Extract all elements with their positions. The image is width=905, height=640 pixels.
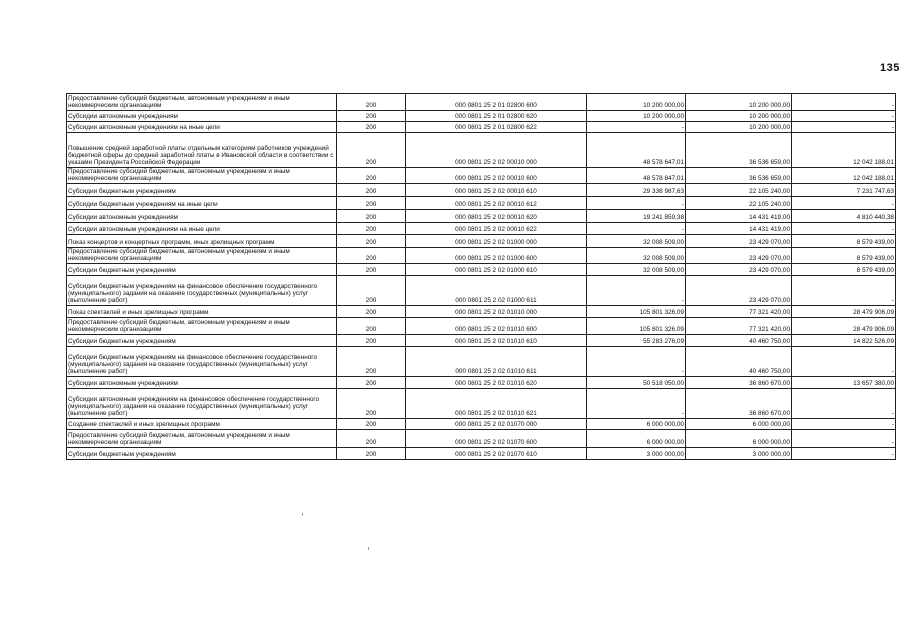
table-row <box>67 448 896 460</box>
table-row <box>67 133 896 168</box>
row-name-cell: Субсидии бюджетным учреждениям <box>67 335 337 347</box>
row-code-cell: 200 <box>337 430 406 448</box>
row-value-1-cell: 6 000 000,00 <box>587 430 686 448</box>
row-code-cell: 200 <box>337 389 406 419</box>
row-csr-cell: 000 0801 25 2 01 02800 622 <box>406 122 587 133</box>
row-name-cell: Показ концертов и концертных программ, иных зрелищных программ <box>67 235 337 248</box>
table-row <box>67 223 896 235</box>
row-value-3-cell: - <box>792 347 896 377</box>
row-value-3-cell: - <box>792 223 896 235</box>
row-value-2-cell: 23 429 070,00 <box>686 276 792 306</box>
table-row <box>67 276 896 306</box>
row-name-cell: Субсидии автономным учреждениям <box>67 210 337 223</box>
row-value-2-cell: 40 460 750,00 <box>686 347 792 377</box>
table-row <box>67 318 896 335</box>
row-code-cell: 200 <box>337 94 406 111</box>
row-value-2-cell: 22 105 240,00 <box>686 184 792 197</box>
page-number: 135 <box>880 62 900 74</box>
row-value-1-cell: 32 008 509,00 <box>587 235 686 248</box>
row-code-cell: 200 <box>337 235 406 248</box>
row-value-3-cell: 28 479 906,09 <box>792 306 896 318</box>
row-value-3-cell: 12 042 188,01 <box>792 168 896 184</box>
row-value-1-cell: 29 336 987,63 <box>587 184 686 197</box>
row-name-cell: Субсидии бюджетным учреждениям на финансовое обеспечение государственного (муниципального) задания на оказание государственных (муниципальных) услуг (выполнение работ) <box>67 276 337 306</box>
row-value-2-cell: 36 860 670,00 <box>686 377 792 389</box>
row-value-3-cell: - <box>792 122 896 133</box>
row-csr-cell: 000 0801 25 2 02 01010 610 <box>406 335 587 347</box>
row-value-2-cell: 36 536 659,00 <box>686 133 792 168</box>
row-value-2-cell: 14 431 419,00 <box>686 210 792 223</box>
row-csr-cell: 000 0801 25 2 02 00010 612 <box>406 197 587 210</box>
table-row <box>67 168 896 184</box>
row-name-cell: Субсидии автономным учреждениям <box>67 377 337 389</box>
row-name-cell: Предоставление субсидий бюджетным, автономным учреждениям и иным некоммерческим организациям <box>67 430 337 448</box>
row-value-1-cell: 50 518 050,00 <box>587 377 686 389</box>
row-value-2-cell: 77 321 420,00 <box>686 318 792 335</box>
row-csr-cell: 000 0801 25 2 02 01000 611 <box>406 276 587 306</box>
row-name-cell: Субсидии бюджетным учреждениям на иные цели <box>67 197 337 210</box>
row-csr-cell: 000 0801 25 2 02 01010 621 <box>406 389 587 419</box>
row-value-2-cell: 23 429 070,00 <box>686 248 792 264</box>
row-value-3-cell: 13 657 380,00 <box>792 377 896 389</box>
row-name-cell: Предоставление субсидий бюджетным, автономным учреждениям и иным некоммерческим организациям <box>67 94 337 111</box>
table-row <box>67 235 896 248</box>
row-csr-cell: 000 0801 25 2 02 00010 610 <box>406 184 587 197</box>
table-row <box>67 210 896 223</box>
row-csr-cell: 000 0801 25 2 02 01070 600 <box>406 430 587 448</box>
row-value-3-cell: - <box>792 197 896 210</box>
row-code-cell: 200 <box>337 377 406 389</box>
row-name-cell: Предоставление субсидий бюджетным, автономным учреждениям и иным некоммерческим организациям <box>67 248 337 264</box>
row-value-3-cell: - <box>792 94 896 111</box>
row-value-2-cell: 10 200 000,00 <box>686 111 792 122</box>
row-value-2-cell: 14 431 419,00 <box>686 223 792 235</box>
row-value-1-cell: 32 008 509,00 <box>587 264 686 276</box>
row-name-cell: Создание спектаклей и иных зрелищных программ <box>67 419 337 430</box>
row-csr-cell: 000 0801 25 2 02 01070 000 <box>406 419 587 430</box>
row-value-2-cell: 36 860 670,00 <box>686 389 792 419</box>
row-code-cell: 200 <box>337 318 406 335</box>
row-value-1-cell: - <box>587 197 686 210</box>
table-row <box>67 430 896 448</box>
table-row <box>67 377 896 389</box>
row-csr-cell: 000 0801 25 2 02 01010 611 <box>406 347 587 377</box>
row-code-cell: 200 <box>337 223 406 235</box>
row-csr-cell: 000 0801 25 2 02 00010 600 <box>406 168 587 184</box>
row-value-3-cell: 12 042 188,01 <box>792 133 896 168</box>
row-csr-cell: 000 0801 25 2 02 00010 000 <box>406 133 587 168</box>
row-value-3-cell: 8 579 439,00 <box>792 264 896 276</box>
row-name-cell: Предоставление субсидий бюджетным, автономным учреждениям и иным некоммерческим организациям <box>67 318 337 335</box>
row-name-cell: Субсидии бюджетным учреждениям <box>67 448 337 460</box>
table-row <box>67 306 896 318</box>
row-code-cell: 200 <box>337 306 406 318</box>
row-csr-cell: 000 0801 25 2 02 01070 610 <box>406 448 587 460</box>
row-value-3-cell: 28 479 906,09 <box>792 318 896 335</box>
row-csr-cell: 000 0801 25 2 02 01010 600 <box>406 318 587 335</box>
budget-table <box>66 93 896 460</box>
row-value-1-cell: - <box>587 347 686 377</box>
row-value-1-cell: 48 578 847,01 <box>587 168 686 184</box>
row-value-3-cell: 8 579 439,00 <box>792 235 896 248</box>
row-code-cell: 200 <box>337 168 406 184</box>
row-value-1-cell: 6 000 000,00 <box>587 419 686 430</box>
row-value-3-cell: - <box>792 430 896 448</box>
row-value-3-cell: - <box>792 448 896 460</box>
row-value-1-cell: - <box>587 122 686 133</box>
row-value-2-cell: 36 536 659,00 <box>686 168 792 184</box>
row-value-1-cell: 10 200 000,00 <box>587 94 686 111</box>
row-value-3-cell: 14 822 526,09 <box>792 335 896 347</box>
table-row <box>67 94 896 111</box>
row-csr-cell: 000 0801 25 2 02 01010 620 <box>406 377 587 389</box>
row-value-3-cell: 4 810 440,38 <box>792 210 896 223</box>
row-value-1-cell: 105 801 326,09 <box>587 306 686 318</box>
row-code-cell: 200 <box>337 184 406 197</box>
budget-table-body <box>67 94 896 460</box>
row-csr-cell: 000 0801 25 2 01 02800 620 <box>406 111 587 122</box>
scan-mark <box>368 547 369 550</box>
row-value-2-cell: 3 000 000,00 <box>686 448 792 460</box>
row-code-cell: 200 <box>337 419 406 430</box>
row-code-cell: 200 <box>337 133 406 168</box>
row-name-cell: Субсидии бюджетным учреждениям на финансовое обеспечение государственного (муниципального) задания на оказание государственных (муниципальных) услуг (выполнение работ) <box>67 347 337 377</box>
table-row <box>67 111 896 122</box>
row-csr-cell: 000 0801 25 2 02 00010 620 <box>406 210 587 223</box>
table-row <box>67 347 896 377</box>
row-code-cell: 200 <box>337 122 406 133</box>
table-row <box>67 264 896 276</box>
row-csr-cell: 000 0801 25 2 02 01000 600 <box>406 248 587 264</box>
table-row <box>67 122 896 133</box>
row-value-3-cell: - <box>792 419 896 430</box>
row-name-cell: Субсидии автономным учреждениям <box>67 111 337 122</box>
row-name-cell: Субсидии автономным учреждениям на иные цели <box>67 223 337 235</box>
row-code-cell: 200 <box>337 197 406 210</box>
row-value-2-cell: 10 200 000,00 <box>686 94 792 111</box>
row-value-2-cell: 22 105 240,00 <box>686 197 792 210</box>
scan-mark <box>302 513 303 516</box>
row-value-2-cell: 23 429 070,00 <box>686 264 792 276</box>
row-name-cell: Субсидии автономным учреждениям на иные цели <box>67 122 337 133</box>
row-csr-cell: 000 0801 25 2 01 02800 600 <box>406 94 587 111</box>
row-code-cell: 200 <box>337 448 406 460</box>
row-value-1-cell: 105 801 326,09 <box>587 318 686 335</box>
row-value-1-cell: 48 578 647,01 <box>587 133 686 168</box>
row-value-3-cell: - <box>792 276 896 306</box>
row-code-cell: 200 <box>337 111 406 122</box>
table-row <box>67 248 896 264</box>
row-value-2-cell: 77 321 420,00 <box>686 306 792 318</box>
row-name-cell: Субсидии бюджетным учреждениям <box>67 264 337 276</box>
row-name-cell: Субсидии бюджетным учреждениям <box>67 184 337 197</box>
table-row <box>67 419 896 430</box>
row-code-cell: 200 <box>337 248 406 264</box>
row-value-1-cell: 10 200 000,00 <box>587 111 686 122</box>
table-row <box>67 389 896 419</box>
row-value-2-cell: 40 460 750,00 <box>686 335 792 347</box>
row-name-cell: Повышение средней заработной платы отдельным категориям работников учреждений бюджетной сферы до средней заработной платы в Ивановской области в соответствии с указами Президента Российской Федерации <box>67 133 337 168</box>
row-value-1-cell: - <box>587 389 686 419</box>
row-value-3-cell: 7 231 747,63 <box>792 184 896 197</box>
table-row <box>67 335 896 347</box>
row-value-3-cell: - <box>792 389 896 419</box>
row-value-2-cell: 6 000 000,00 <box>686 419 792 430</box>
row-code-cell: 200 <box>337 347 406 377</box>
row-value-2-cell: 6 000 000,00 <box>686 430 792 448</box>
row-value-1-cell: 3 000 000,00 <box>587 448 686 460</box>
row-value-3-cell: - <box>792 111 896 122</box>
row-code-cell: 200 <box>337 276 406 306</box>
row-value-1-cell: 55 283 276,09 <box>587 335 686 347</box>
row-name-cell: Показ спектаклей и иных зрелищных программ <box>67 306 337 318</box>
row-code-cell: 200 <box>337 335 406 347</box>
row-name-cell: Предоставление субсидий бюджетным, автономным учреждениям и иным некоммерческим организациям <box>67 168 337 184</box>
row-code-cell: 200 <box>337 264 406 276</box>
row-value-1-cell: 32 008 509,00 <box>587 248 686 264</box>
row-name-cell: Субсидии автономным учреждениям на финансовое обеспечение государственного (муниципального) задания на оказание государственных (муниципальных) услуг (выполнение работ) <box>67 389 337 419</box>
row-csr-cell: 000 0801 25 2 02 01000 000 <box>406 235 587 248</box>
table-row <box>67 197 896 210</box>
row-value-1-cell: - <box>587 223 686 235</box>
row-csr-cell: 000 0801 25 2 02 01010 000 <box>406 306 587 318</box>
row-value-3-cell: 8 579 439,00 <box>792 248 896 264</box>
row-csr-cell: 000 0801 25 2 02 01000 610 <box>406 264 587 276</box>
row-value-2-cell: 10 200 000,00 <box>686 122 792 133</box>
row-value-1-cell: - <box>587 276 686 306</box>
row-csr-cell: 000 0801 25 2 02 00010 622 <box>406 223 587 235</box>
row-value-2-cell: 23 429 070,00 <box>686 235 792 248</box>
row-code-cell: 200 <box>337 210 406 223</box>
row-value-1-cell: 19 241 859,38 <box>587 210 686 223</box>
table-row <box>67 184 896 197</box>
